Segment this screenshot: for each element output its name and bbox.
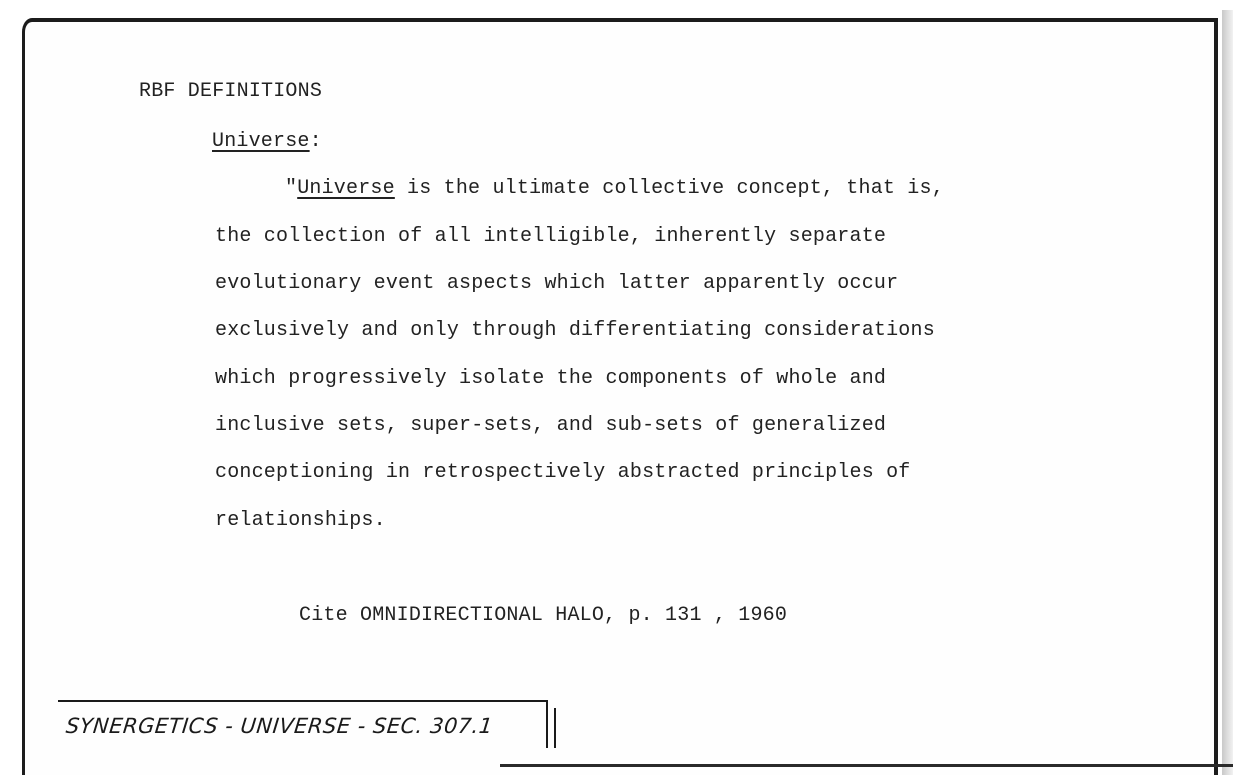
quote-line-2: the collection of all intelligible, inherently separate <box>215 225 887 248</box>
definition-term-word: Universe <box>212 130 310 153</box>
quote-line-7: conceptioning in retrospectively abstracted principles of <box>215 461 911 484</box>
quote-line-5: which progressively isolate the components of whole and <box>215 367 887 390</box>
quote-line-4: exclusively and only through differentiating considerations <box>215 319 935 342</box>
quote-first-line-rest: is the ultimate collective concept, that is, <box>394 177 944 200</box>
handwritten-label: SYNERGETICS - UNIVERSE - SEC. 307.1 <box>64 714 495 738</box>
quote-line-1 <box>285 177 944 200</box>
definition-term-colon: : <box>309 130 322 153</box>
index-card <box>22 18 1218 775</box>
document-heading: RBF DEFINITIONS <box>139 80 323 103</box>
quote-line-8: relationships. <box>215 509 386 532</box>
card-edge-shadow <box>1222 10 1233 775</box>
quote-first-word: Universe <box>297 177 395 200</box>
quote-open-mark: " <box>285 177 298 200</box>
quote-line-6: inclusive sets, super-sets, and sub-sets of generalized <box>215 414 887 437</box>
card-bottom-edge <box>500 764 1233 767</box>
citation: Cite OMNIDIRECTIONAL HALO, p. 131 , 1960 <box>299 604 788 627</box>
quote-line-3: evolutionary event aspects which latter apparently occur <box>215 272 899 295</box>
handwritten-end-mark <box>554 708 556 748</box>
definition-term <box>212 130 322 153</box>
